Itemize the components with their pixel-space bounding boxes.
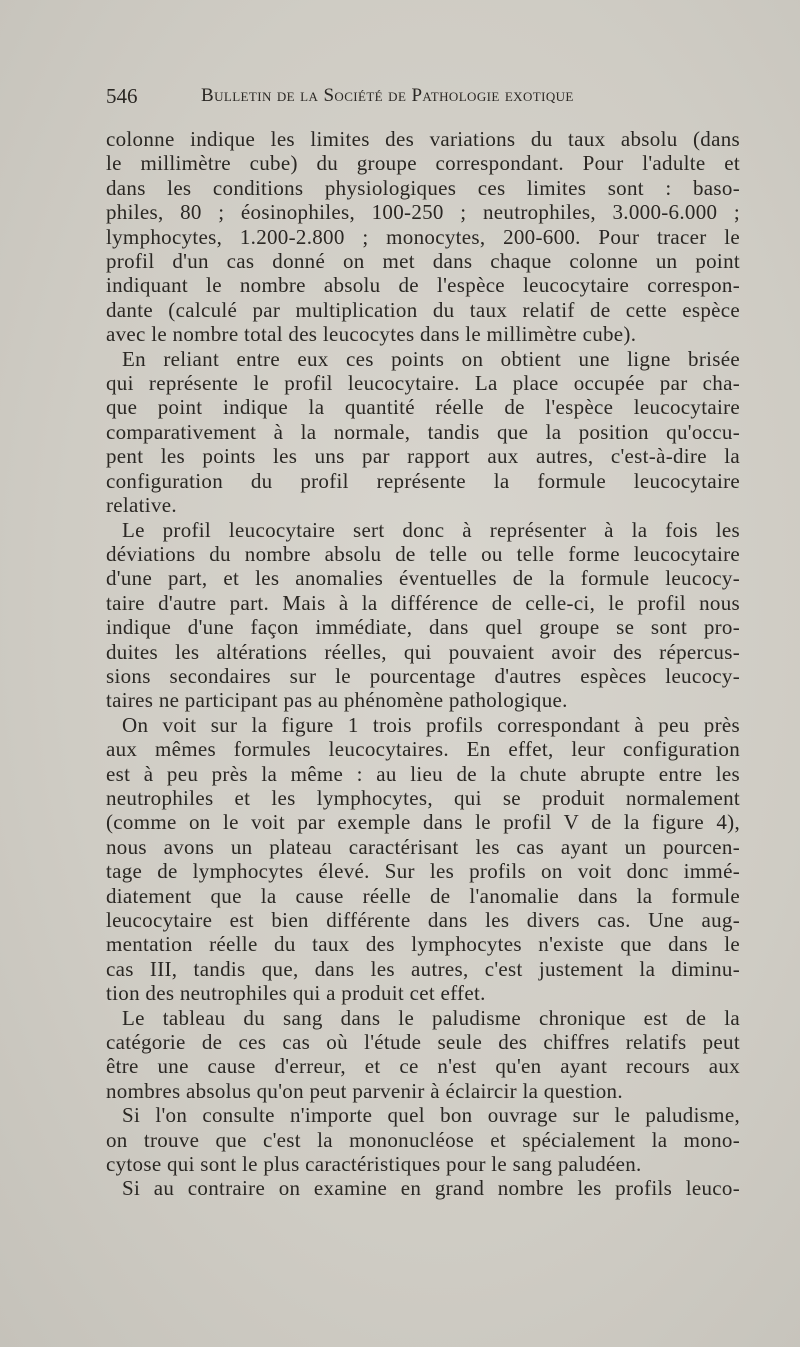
text-line: qui représente le profil leucocytaire. La place occupée par cha- (106, 371, 740, 396)
text-line: Le tableau du sang dans le paludisme chronique est de la (122, 1005, 740, 1030)
text-line: que point indique la quantité réelle de l'espèce leucocytaire (106, 395, 740, 420)
text-line: relative. (106, 493, 177, 518)
text-line: pent les points les uns par rapport aux autres, c'est-à-dire la (106, 444, 740, 469)
text-line: taires ne participant pas au phénomène pathologique. (106, 688, 568, 713)
text-line: on trouve que c'est la mononucléose et spécialement la mono- (106, 1127, 740, 1152)
text-line: nous avons un plateau caractérisant les cas ayant un pourcen- (106, 834, 740, 859)
text-line: avec le nombre total des leucocytes dans le millimètre cube). (106, 322, 637, 347)
text-line: neutrophiles et les lymphocytes, qui se produit normalement (106, 785, 740, 810)
text-line: indique d'une façon immédiate, dans quel groupe se sont pro- (106, 615, 740, 640)
text-line: colonne indique les limites des variations du taux absolu (dans (106, 127, 740, 151)
text-line: dante (calculé par multiplication du taux relatif de cette espèce (106, 297, 740, 322)
text-line: taire d'autre part. Mais à la différence de celle-ci, le profil nous (106, 590, 740, 615)
text-line: d'une part, et les anomalies éventuelles de la formule leucocy- (106, 566, 740, 591)
text-line: (comme on le voit par exemple dans le profil V de la figure 4), (106, 810, 740, 835)
text-line: tage de lymphocytes élevé. Sur les profils on voit donc immé- (106, 859, 740, 884)
text-line: comparativement à la normale, tandis que la position qu'occu- (106, 419, 740, 444)
page-number: 546 (106, 84, 138, 108)
body-text (106, 127, 740, 1201)
text-line: déviations du nombre absolu de telle ou telle forme leucocytaire (106, 541, 740, 566)
text-line: lymphocytes, 1.200-2.800 ; monocytes, 200-600. Pour tracer le (106, 224, 740, 249)
text-line: Le profil leucocytaire sert donc à représenter à la fois les (122, 517, 740, 542)
text-line: Si au contraire on examine en grand nombre les profils leuco- (122, 1176, 740, 1201)
text-line: duites les altérations réelles, qui pouvaient avoir des répercus- (106, 639, 740, 664)
text-line: aux mêmes formules leucocytaires. En effet, leur configuration (106, 737, 740, 762)
text-line: catégorie de ces cas où l'étude seule des chiffres relatifs peut (106, 1030, 740, 1055)
text-line: être une cause d'erreur, et ce n'est qu'en ayant recours aux (106, 1054, 740, 1079)
text-line: est à peu près la même : au lieu de la chute abrupte entre les (106, 761, 740, 786)
text-line: Si l'on consulte n'importe quel bon ouvrage sur le paludisme, (122, 1103, 740, 1128)
text-line: tion des neutrophiles qui a produit cet effet. (106, 981, 486, 1006)
text-line: On voit sur la figure 1 trois profils correspondant à peu près (122, 712, 740, 737)
text-line: le millimètre cube) du groupe correspondant. Pour l'adulte et (106, 151, 740, 176)
text-line: profil d'un cas donné on met dans chaque colonne un point (106, 249, 740, 274)
text-line: mentation réelle du taux des lymphocytes n'existe que dans le (106, 932, 740, 957)
text-line: sions secondaires sur le pourcentage d'autres espèces leucocy- (106, 663, 740, 688)
text-line: cytose qui sont le plus caractéristiques pour le sang paludéen. (106, 1152, 642, 1177)
text-line: nombres absolus qu'on peut parvenir à éclaircir la question. (106, 1078, 623, 1103)
text-line: diatement que la cause réelle de l'anomalie dans la formule (106, 883, 740, 908)
text-line: cas III, tandis que, dans les autres, c'est justement la diminu- (106, 956, 740, 981)
running-title: Bulletin de la Société de Pathologie exotique (201, 85, 574, 106)
page-header (106, 84, 746, 114)
text-line: indiquant le nombre absolu de l'espèce leucocytaire correspon- (106, 273, 740, 298)
text-line: En reliant entre eux ces points on obtient une ligne brisée (122, 346, 740, 371)
text-line: leucocytaire est bien différente dans les divers cas. Une aug- (106, 908, 740, 932)
text-line: dans les conditions physiologiques ces limites sont : baso- (106, 175, 740, 200)
text-line: configuration du profil représente la formule leucocytaire (106, 468, 740, 493)
text-line: philes, 80 ; éosinophiles, 100-250 ; neutrophiles, 3.000-6.000 ; (106, 200, 740, 225)
